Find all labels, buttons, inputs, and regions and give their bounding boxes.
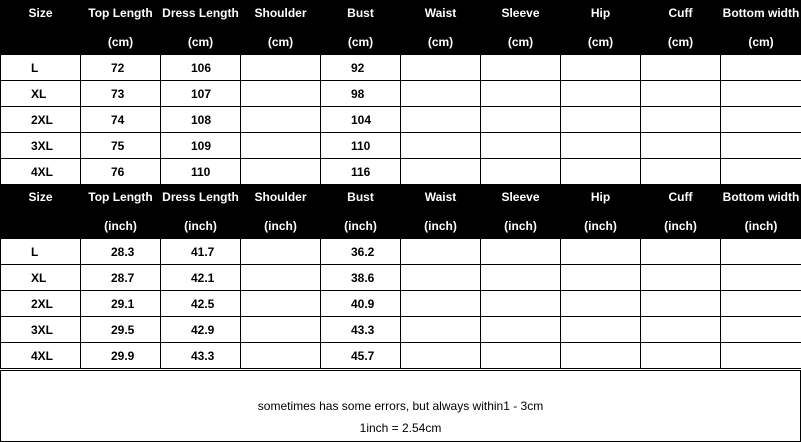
empty-cell bbox=[561, 265, 641, 291]
dress-length-cell: 42.9 bbox=[161, 317, 241, 343]
table-row bbox=[1, 55, 801, 81]
unit-cell: (cm) bbox=[81, 28, 161, 55]
empty-cell bbox=[721, 107, 801, 133]
header-top-length: Top Length bbox=[81, 185, 161, 212]
empty-cell bbox=[401, 291, 481, 317]
empty-cell bbox=[561, 159, 641, 185]
measurement-note-box bbox=[0, 370, 801, 442]
bust-cell: 92 bbox=[321, 55, 401, 81]
unit-cell: (inch) bbox=[321, 212, 401, 239]
bust-cell: 110 bbox=[321, 133, 401, 159]
empty-cell bbox=[401, 55, 481, 81]
header-bottom-width: Bottom width bbox=[721, 185, 801, 212]
table-row bbox=[1, 291, 801, 317]
cm-header-row bbox=[1, 1, 801, 28]
cm-size-table bbox=[0, 0, 801, 185]
empty-cell bbox=[481, 265, 561, 291]
empty-cell bbox=[721, 317, 801, 343]
empty-cell bbox=[481, 317, 561, 343]
header-sleeve: Sleeve bbox=[481, 185, 561, 212]
empty-cell bbox=[481, 133, 561, 159]
bust-cell: 104 bbox=[321, 107, 401, 133]
shoulder-cell bbox=[241, 239, 321, 265]
empty-cell bbox=[401, 343, 481, 369]
unit-cell: (cm) bbox=[401, 28, 481, 55]
empty-cell bbox=[721, 133, 801, 159]
unit-cell: (cm) bbox=[321, 28, 401, 55]
shoulder-cell bbox=[241, 291, 321, 317]
top-length-cell: 74 bbox=[81, 107, 161, 133]
top-length-cell: 28.3 bbox=[81, 239, 161, 265]
bust-cell: 98 bbox=[321, 81, 401, 107]
empty-cell bbox=[641, 291, 721, 317]
header-bust: Bust bbox=[321, 1, 401, 28]
empty-cell bbox=[641, 55, 721, 81]
header-shoulder: Shoulder bbox=[241, 185, 321, 212]
table-row bbox=[1, 133, 801, 159]
empty-cell bbox=[641, 133, 721, 159]
size-cell: 4XL bbox=[1, 343, 81, 369]
dress-length-cell: 43.3 bbox=[161, 343, 241, 369]
empty-cell bbox=[401, 133, 481, 159]
size-cell: L bbox=[1, 55, 81, 81]
size-cell: L bbox=[1, 239, 81, 265]
top-length-cell: 29.5 bbox=[81, 317, 161, 343]
inch-header-row bbox=[1, 185, 801, 212]
size-cell: 2XL bbox=[1, 107, 81, 133]
empty-cell bbox=[721, 343, 801, 369]
size-cell: 2XL bbox=[1, 291, 81, 317]
unit-conversion-note: 1inch = 2.54cm bbox=[1, 421, 800, 435]
top-length-cell: 28.7 bbox=[81, 265, 161, 291]
empty-cell bbox=[561, 81, 641, 107]
header-shoulder: Shoulder bbox=[241, 1, 321, 28]
size-cell: 3XL bbox=[1, 133, 81, 159]
table-row bbox=[1, 159, 801, 185]
empty-cell bbox=[721, 239, 801, 265]
empty-cell bbox=[481, 291, 561, 317]
unit-cell: (cm) bbox=[641, 28, 721, 55]
empty-cell bbox=[481, 239, 561, 265]
empty-cell bbox=[641, 159, 721, 185]
empty-cell bbox=[401, 265, 481, 291]
unit-cell: (inch) bbox=[161, 212, 241, 239]
shoulder-cell bbox=[241, 159, 321, 185]
unit-cell: (cm) bbox=[161, 28, 241, 55]
header-size: Size bbox=[1, 1, 81, 28]
top-length-cell: 29.1 bbox=[81, 291, 161, 317]
table-row bbox=[1, 343, 801, 369]
unit-cell: (cm) bbox=[561, 28, 641, 55]
top-length-cell: 76 bbox=[81, 159, 161, 185]
bust-cell: 38.6 bbox=[321, 265, 401, 291]
dress-length-cell: 42.1 bbox=[161, 265, 241, 291]
header-sleeve: Sleeve bbox=[481, 1, 561, 28]
unit-cell: (inch) bbox=[81, 212, 161, 239]
header-bust: Bust bbox=[321, 185, 401, 212]
unit-cell: (inch) bbox=[641, 212, 721, 239]
header-waist: Waist bbox=[401, 1, 481, 28]
table-row bbox=[1, 107, 801, 133]
empty-cell bbox=[641, 265, 721, 291]
empty-cell bbox=[721, 81, 801, 107]
size-cell: XL bbox=[1, 265, 81, 291]
bust-cell: 43.3 bbox=[321, 317, 401, 343]
unit-cell: (inch) bbox=[481, 212, 561, 239]
shoulder-cell bbox=[241, 343, 321, 369]
empty-cell bbox=[561, 55, 641, 81]
top-length-cell: 73 bbox=[81, 81, 161, 107]
size-cell: XL bbox=[1, 81, 81, 107]
empty-cell bbox=[401, 317, 481, 343]
error-tolerance-note: sometimes has some errors, but always within1 - 3cm bbox=[1, 399, 800, 413]
header-dress-length: Dress Length bbox=[161, 1, 241, 28]
empty-cell bbox=[481, 81, 561, 107]
empty-cell bbox=[721, 291, 801, 317]
shoulder-cell bbox=[241, 55, 321, 81]
size-cell: 4XL bbox=[1, 159, 81, 185]
empty-cell bbox=[721, 265, 801, 291]
empty-cell bbox=[561, 107, 641, 133]
dress-length-cell: 41.7 bbox=[161, 239, 241, 265]
shoulder-cell bbox=[241, 107, 321, 133]
unit-cell bbox=[1, 28, 81, 55]
empty-cell bbox=[561, 239, 641, 265]
unit-cell: (cm) bbox=[481, 28, 561, 55]
empty-cell bbox=[481, 107, 561, 133]
cm-unit-row bbox=[1, 28, 801, 55]
top-length-cell: 29.9 bbox=[81, 343, 161, 369]
header-cuff: Cuff bbox=[641, 185, 721, 212]
header-hip: Hip bbox=[561, 185, 641, 212]
empty-cell bbox=[641, 81, 721, 107]
table-row bbox=[1, 317, 801, 343]
unit-cell bbox=[1, 212, 81, 239]
unit-cell: (inch) bbox=[401, 212, 481, 239]
header-size: Size bbox=[1, 185, 81, 212]
empty-cell bbox=[641, 239, 721, 265]
empty-cell bbox=[401, 159, 481, 185]
empty-cell bbox=[401, 239, 481, 265]
dress-length-cell: 110 bbox=[161, 159, 241, 185]
unit-cell: (cm) bbox=[241, 28, 321, 55]
bust-cell: 40.9 bbox=[321, 291, 401, 317]
size-cell: 3XL bbox=[1, 317, 81, 343]
unit-cell: (inch) bbox=[241, 212, 321, 239]
empty-cell bbox=[641, 107, 721, 133]
unit-cell: (inch) bbox=[561, 212, 641, 239]
empty-cell bbox=[721, 55, 801, 81]
empty-cell bbox=[481, 55, 561, 81]
header-top-length: Top Length bbox=[81, 1, 161, 28]
table-row bbox=[1, 265, 801, 291]
unit-cell: (cm) bbox=[721, 28, 801, 55]
dress-length-cell: 109 bbox=[161, 133, 241, 159]
empty-cell bbox=[561, 291, 641, 317]
empty-cell bbox=[641, 343, 721, 369]
table-row bbox=[1, 81, 801, 107]
inch-unit-row bbox=[1, 212, 801, 239]
shoulder-cell bbox=[241, 317, 321, 343]
shoulder-cell bbox=[241, 265, 321, 291]
empty-cell bbox=[561, 317, 641, 343]
header-hip: Hip bbox=[561, 1, 641, 28]
shoulder-cell bbox=[241, 81, 321, 107]
empty-cell bbox=[481, 159, 561, 185]
empty-cell bbox=[721, 159, 801, 185]
empty-cell bbox=[401, 107, 481, 133]
bust-cell: 45.7 bbox=[321, 343, 401, 369]
unit-cell: (inch) bbox=[721, 212, 801, 239]
dress-length-cell: 107 bbox=[161, 81, 241, 107]
empty-cell bbox=[401, 81, 481, 107]
top-length-cell: 72 bbox=[81, 55, 161, 81]
dress-length-cell: 42.5 bbox=[161, 291, 241, 317]
bust-cell: 36.2 bbox=[321, 239, 401, 265]
empty-cell bbox=[561, 133, 641, 159]
shoulder-cell bbox=[241, 133, 321, 159]
header-waist: Waist bbox=[401, 185, 481, 212]
header-dress-length: Dress Length bbox=[161, 185, 241, 212]
table-row bbox=[1, 239, 801, 265]
empty-cell bbox=[561, 343, 641, 369]
dress-length-cell: 106 bbox=[161, 55, 241, 81]
top-length-cell: 75 bbox=[81, 133, 161, 159]
empty-cell bbox=[481, 343, 561, 369]
bust-cell: 116 bbox=[321, 159, 401, 185]
empty-cell bbox=[641, 317, 721, 343]
dress-length-cell: 108 bbox=[161, 107, 241, 133]
inch-size-table bbox=[0, 184, 801, 369]
header-bottom-width: Bottom width bbox=[721, 1, 801, 28]
header-cuff: Cuff bbox=[641, 1, 721, 28]
